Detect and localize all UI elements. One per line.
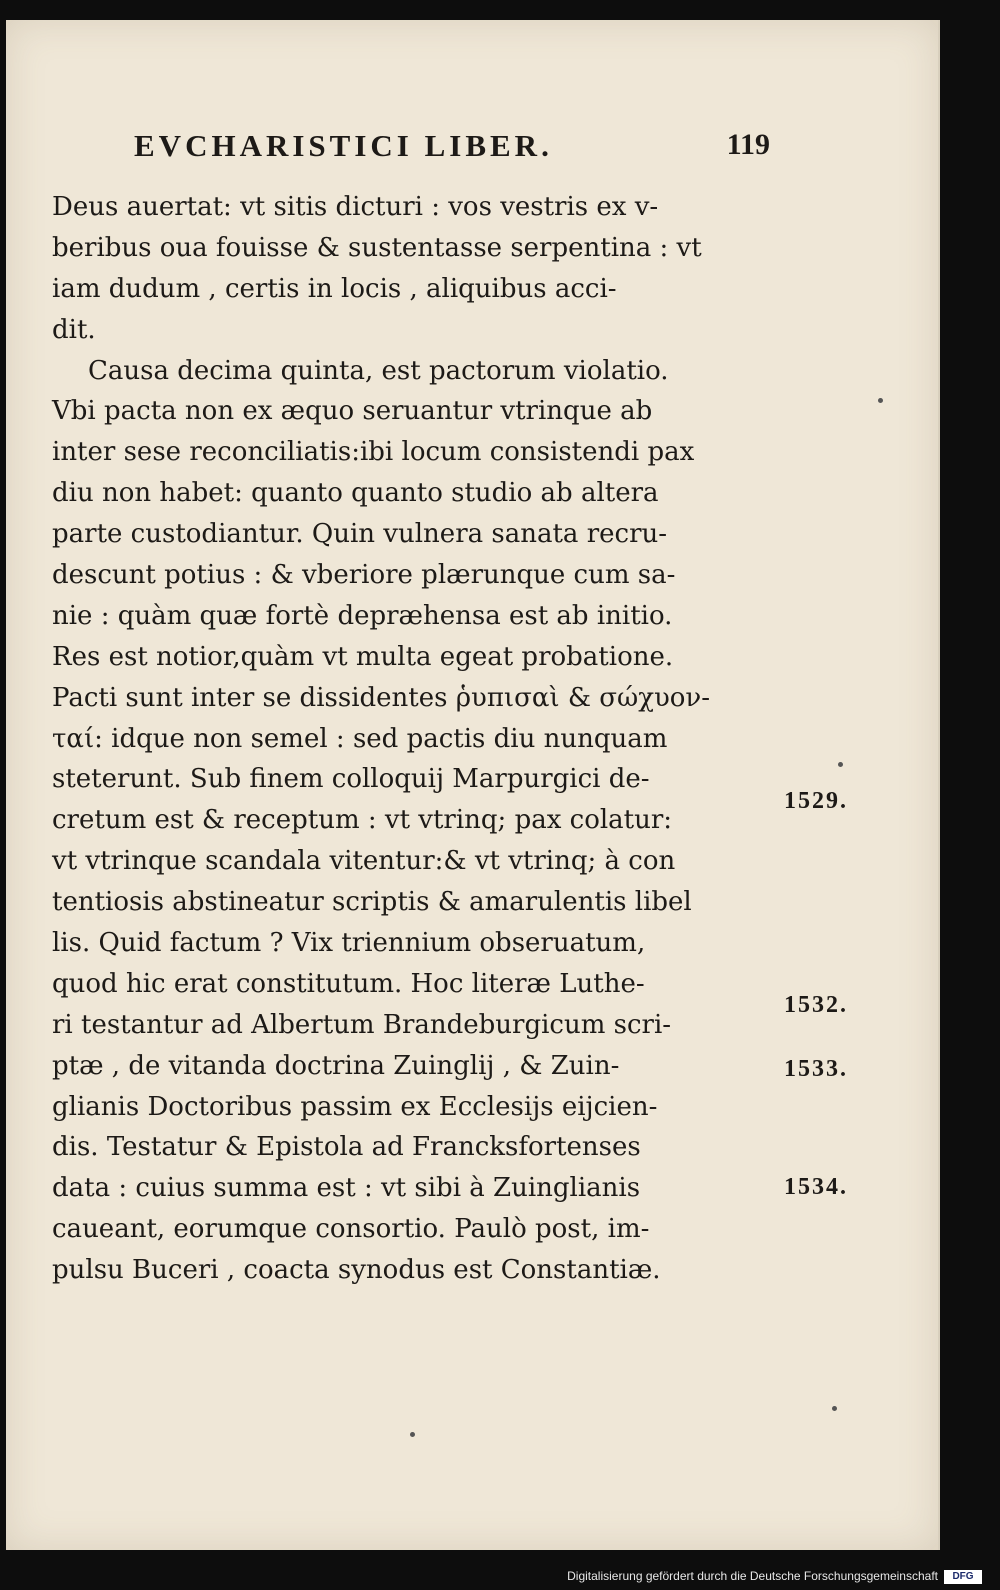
text-line: tentiosis abstineatur scriptis & amarulentis libel xyxy=(52,887,692,918)
body-text xyxy=(52,187,762,1291)
text-line: dit. xyxy=(52,314,96,345)
text-line: cretum est & receptum : vt vtrinq; pax colatur: xyxy=(52,805,673,836)
page-header xyxy=(134,128,770,172)
text-line: Causa decima quinta, est pactorum violatio. xyxy=(88,355,669,386)
text-line: beribus oua fouisse & sustentasse serpentina : vt xyxy=(52,232,702,263)
book-page xyxy=(6,20,940,1550)
footer-bar xyxy=(0,1560,1000,1590)
text-line: glianis Doctoribus passim ex Ecclesijs eijcien- xyxy=(52,1091,658,1122)
marginal-year: 1533. xyxy=(784,1056,848,1082)
marginal-year: 1532. xyxy=(784,992,848,1018)
text-line: steterunt. Sub finem colloquij Marpurgici de- xyxy=(52,764,650,795)
text-line: inter sese reconciliatis:ibi locum consistendi pax xyxy=(52,437,695,468)
funding-credit: Digitalisierung gefördert durch die Deutsche Forschungsgemeinschaft xyxy=(567,1569,938,1583)
ink-speck xyxy=(832,1406,837,1411)
running-head: EVCHARISTICI LIBER. xyxy=(134,128,553,163)
text-line: data : cuius summa est : vt sibi à Zuinglianis xyxy=(52,1173,641,1204)
ink-speck xyxy=(838,762,843,767)
text-line: Pacti sunt inter se dissidentes ῥυπισαὶ & σώχυον- xyxy=(52,682,711,713)
text-line: Res est notior,quàm vt multa egeat probatione. xyxy=(52,641,674,672)
text-line: quod hic erat constitutum. Hoc literæ Luthe- xyxy=(52,968,645,999)
ink-speck xyxy=(878,398,883,403)
dfg-logo: DFG xyxy=(944,1570,982,1584)
text-line: dis. Testatur & Epistola ad Francksfortenses xyxy=(52,1132,641,1163)
page-number: 119 xyxy=(726,128,770,161)
text-line: nie : quàm quæ fortè depræhensa est ab initio. xyxy=(52,600,673,631)
marginal-year: 1534. xyxy=(784,1174,848,1200)
marginal-year: 1529. xyxy=(784,788,848,814)
text-line: ri testantur ad Albertum Brandeburgicum scri- xyxy=(52,1009,672,1040)
text-line: ptæ , de vitanda doctrina Zuinglij , & Zuin- xyxy=(52,1050,620,1081)
text-line: parte custodiantur. Quin vulnera sanata recru- xyxy=(52,519,668,550)
text-line: vt vtrinque scandala vitentur:& vt vtrinq; à con xyxy=(52,846,676,877)
text-line: pulsu Buceri , coacta synodus est Constantiæ. xyxy=(52,1255,661,1286)
text-line: diu non habet: quanto quanto studio ab altera xyxy=(52,478,659,509)
text-line: Deus auertat: vt sitis dicturi : vos vestris ex v- xyxy=(52,192,659,222)
text-line: lis. Quid factum ? Vix triennium obseruatum, xyxy=(52,928,646,959)
text-line: iam dudum , certis in locis , aliquibus acci- xyxy=(52,273,617,304)
text-line: caueant, eorumque consortio. Paulò post, im- xyxy=(52,1214,650,1245)
text-line: Vbi pacta non ex æquo seruantur vtrinque ab xyxy=(52,396,653,427)
ink-speck xyxy=(410,1432,415,1437)
text-line: ταί: idque non semel : sed pactis diu nunquam xyxy=(52,723,668,754)
text-line: descunt potius : & vberiore plærunque cum sa- xyxy=(52,560,676,591)
